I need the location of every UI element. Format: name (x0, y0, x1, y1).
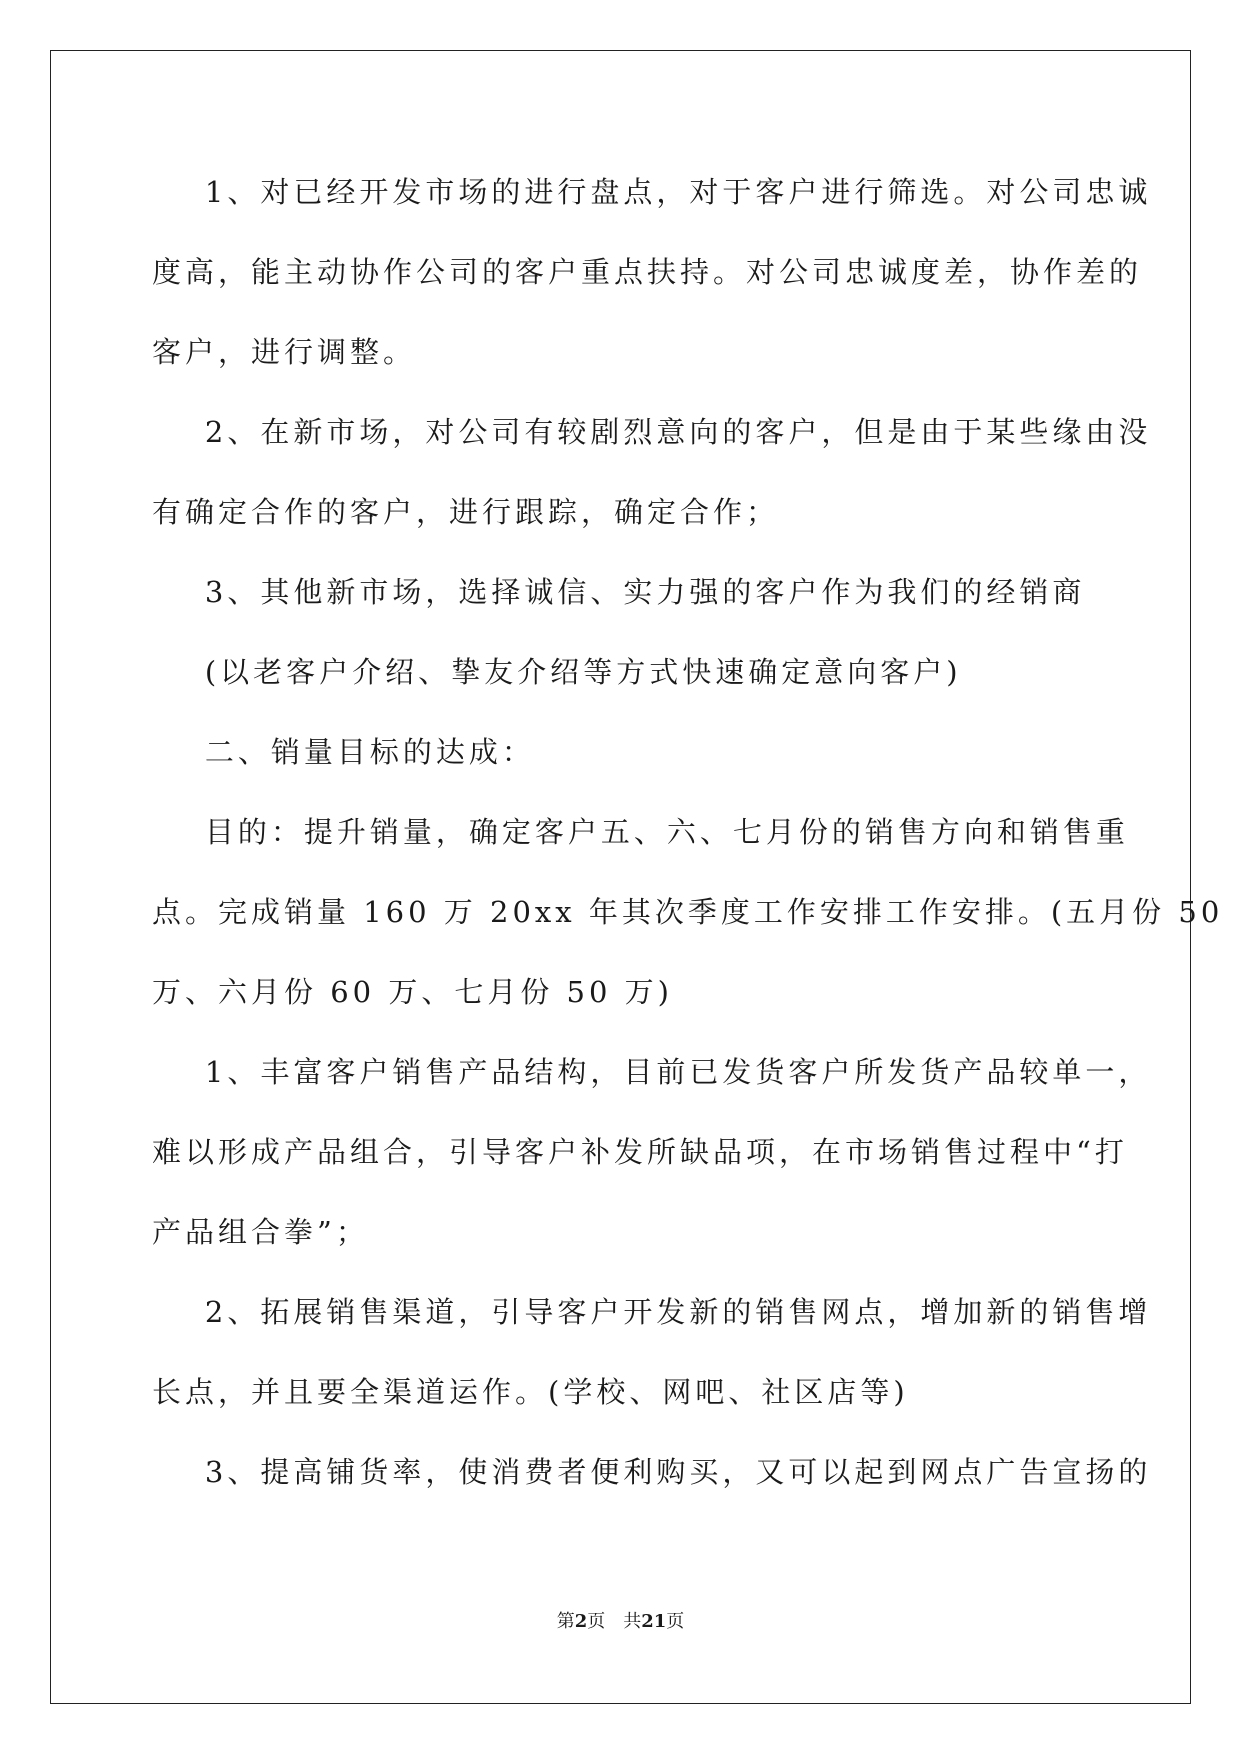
paragraph-5-line-2: 点。完成销量 160 万 20xx 年其次季度工作安排工作安排。(五月份 50 (152, 895, 1224, 929)
paragraph-6-line-3: 产品组合拳”； (152, 1215, 369, 1249)
footer-total-prefix: 共 (623, 1611, 642, 1632)
paragraph-4-line-1: (以老客户介绍、挚友介绍等方式快速确定意向客户) (152, 655, 962, 689)
paragraph-2-line-1: 2、在新市场，对公司有较剧烈意向的客户，但是由于某些缘由没 (152, 415, 1152, 449)
footer-total-suffix: 页 (666, 1611, 685, 1632)
total-page-count: 21 (641, 1611, 667, 1632)
current-page-number: 2 (574, 1611, 588, 1632)
section-heading: 二、销量目标的达成： (152, 735, 535, 769)
footer-page-suffix: 页 (587, 1611, 606, 1632)
paragraph-3-line-1: 3、其他新市场，选择诚信、实力强的客户作为我们的经销商 (152, 575, 1086, 609)
footer-prefix: 第 (556, 1611, 575, 1632)
page-footer (0, 1610, 1241, 1634)
paragraph-7-line-2: 长点，并且要全渠道运作。(学校、网吧、社区店等) (152, 1375, 909, 1409)
paragraph-2-line-2: 有确定合作的客户，进行跟踪，确定合作； (152, 495, 780, 529)
paragraph-7-line-1: 2、拓展销售渠道，引导客户开发新的销售网点，增加新的销售增 (152, 1295, 1152, 1329)
paragraph-1-line-1: 1、对已经开发市场的进行盘点，对于客户进行筛选。对公司忠诚 (152, 175, 1152, 209)
paragraph-1-line-3: 客户，进行调整。 (152, 335, 417, 369)
paragraph-6-line-1: 1、丰富客户销售产品结构，目前已发货客户所发货产品较单一， (152, 1055, 1152, 1089)
paragraph-8-line-1: 3、提高铺货率，使消费者便利购买，又可以起到网点广告宣扬的 (152, 1455, 1152, 1489)
paragraph-5-line-1: 目的：提升销量，确定客户五、六、七月份的销售方向和销售重 (152, 815, 1129, 849)
paragraph-1-line-2: 度高，能主动协作公司的客户重点扶持。对公司忠诚度差，协作差的 (152, 255, 1143, 289)
paragraph-5-line-3: 万、六月份 60 万、七月份 50 万) (152, 975, 673, 1009)
paragraph-6-line-2: 难以形成产品组合，引导客户补发所缺品项，在市场销售过程中“打 (152, 1135, 1128, 1169)
